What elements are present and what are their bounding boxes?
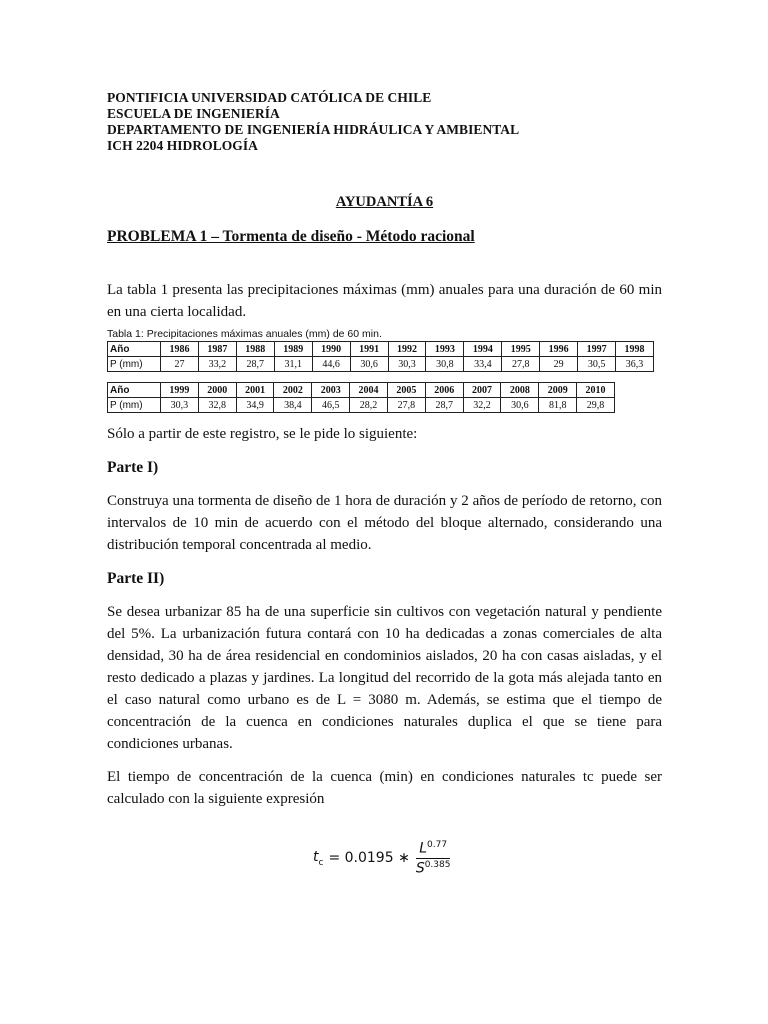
intro-paragraph: La tabla 1 presenta las precipitaciones máximas (mm) anuales para una duración de 60 min en una cierta localidad. bbox=[107, 282, 662, 320]
table-header-cell: P (mm) bbox=[108, 398, 161, 413]
formula-num-exp: 0.77 bbox=[427, 840, 448, 850]
table-cell: 30,8 bbox=[426, 357, 464, 372]
table-cell: 1994 bbox=[464, 342, 502, 357]
table-header-cell: Año bbox=[108, 383, 161, 398]
table-cell: 2003 bbox=[312, 383, 350, 398]
formula-den-exp: 0.385 bbox=[424, 859, 451, 870]
table-cell: 33,2 bbox=[198, 357, 236, 372]
table-cell: 30,6 bbox=[501, 398, 539, 413]
table-cell: 34,9 bbox=[236, 398, 274, 413]
table-cell: 32,8 bbox=[198, 398, 236, 413]
part1-title: Parte I) bbox=[107, 459, 159, 476]
header-school: ESCUELA DE INGENIERÍA bbox=[107, 106, 280, 121]
table-row bbox=[108, 357, 654, 372]
table-cell: 1992 bbox=[388, 342, 426, 357]
document-page bbox=[107, 90, 662, 810]
table-cell: 1986 bbox=[161, 342, 199, 357]
table-cell: 29,8 bbox=[577, 398, 615, 413]
table-caption: Tabla 1: Precipitaciones máximas anuales (mm) de 60 min. bbox=[107, 328, 382, 340]
table-cell: 1999 bbox=[161, 383, 199, 398]
table-cell: 36,3 bbox=[616, 357, 654, 372]
table-row bbox=[108, 398, 615, 413]
table-cell: 2009 bbox=[539, 383, 577, 398]
precipitation-table-2 bbox=[107, 382, 615, 413]
table-cell: 30,3 bbox=[388, 357, 426, 372]
table-cell: 30,3 bbox=[161, 398, 199, 413]
table-cell: 44,6 bbox=[312, 357, 350, 372]
table-cell: 27,8 bbox=[387, 398, 425, 413]
table-cell: 81,8 bbox=[539, 398, 577, 413]
header-department: DEPARTAMENTO DE INGENIERÍA HIDRÁULICA Y AMBIENTAL bbox=[107, 122, 520, 137]
header-university: PONTIFICIA UNIVERSIDAD CATÓLICA DE CHILE bbox=[107, 90, 432, 105]
formula-fraction bbox=[416, 840, 451, 876]
table-cell: 33,4 bbox=[464, 357, 502, 372]
table-cell: 1996 bbox=[540, 342, 578, 357]
problem-title: PROBLEMA 1 – Tormenta de diseño - Método racional bbox=[107, 228, 475, 245]
table-header-cell: Año bbox=[108, 342, 161, 357]
table-cell: 2004 bbox=[350, 383, 388, 398]
table-cell: 28,7 bbox=[236, 357, 274, 372]
part2-body2: El tiempo de concentración de la cuenca (min) en condiciones naturales tc puede ser calculado con la siguiente expresión bbox=[107, 769, 662, 807]
table-cell: 30,5 bbox=[578, 357, 616, 372]
table-cell: 2005 bbox=[387, 383, 425, 398]
table-cell: 29 bbox=[540, 357, 578, 372]
formula-num-var: L bbox=[419, 840, 428, 857]
table-cell: 1997 bbox=[578, 342, 616, 357]
precipitation-table-1 bbox=[107, 341, 654, 372]
table-cell: 2002 bbox=[274, 383, 312, 398]
table-row bbox=[108, 342, 654, 357]
table-cell: 1998 bbox=[616, 342, 654, 357]
table-cell: 28,2 bbox=[350, 398, 388, 413]
table-cell: 1988 bbox=[236, 342, 274, 357]
instructions-paragraph: Sólo a partir de este registro, se le pide lo siguiente: bbox=[107, 426, 418, 442]
formula-den-var: S bbox=[415, 860, 425, 877]
table-cell: 46,5 bbox=[312, 398, 350, 413]
table-cell: 30,6 bbox=[350, 357, 388, 372]
part1-body: Construya una tormenta de diseño de 1 hora de duración y 2 años de período de retorno, con intervalos de 10 min de acuerdo con el método del bloque alternado, considerando una distribución temporal concentrada al medio. bbox=[107, 493, 662, 553]
concentration-time-formula bbox=[313, 840, 450, 876]
table-cell: 1987 bbox=[198, 342, 236, 357]
table-cell: 2010 bbox=[577, 383, 615, 398]
table-row bbox=[108, 383, 615, 398]
table-cell: 1989 bbox=[274, 342, 312, 357]
table-cell: 1993 bbox=[426, 342, 464, 357]
table-cell: 27 bbox=[161, 357, 199, 372]
table-cell: 2006 bbox=[425, 383, 463, 398]
table-cell: 2001 bbox=[236, 383, 274, 398]
table-cell: 2000 bbox=[198, 383, 236, 398]
part2-title: Parte II) bbox=[107, 570, 165, 587]
table-cell: 1995 bbox=[502, 342, 540, 357]
table-cell: 1990 bbox=[312, 342, 350, 357]
formula-lhs-var: t bbox=[313, 848, 319, 865]
formula-lhs-sub: c bbox=[318, 857, 324, 868]
part2-body: Se desea urbanizar 85 ha de una superficie sin cultivos con vegetación natural y pendiente del 5%. La urbanización futura contará con 10 ha dedicadas a zonas comerciales de alta densidad, 30 ha de área residencial en condominios aislados, 20 ha con casas aisladas, y el resto dedicado a plazas y jardines. La longitud del recorrido de la gota más alejada tanto en el caso natural como urbano es de L = 3080 m. Además, se estima que el tiempo de concentración de la cuenca en condiciones naturales duplica el que se tiene para condiciones urbanas. bbox=[107, 604, 662, 752]
table-cell: 2008 bbox=[501, 383, 539, 398]
table-header-cell: P (mm) bbox=[108, 357, 161, 372]
table-cell: 1991 bbox=[350, 342, 388, 357]
header-course: ICH 2204 HIDROLOGÍA bbox=[107, 138, 258, 153]
formula-denominator bbox=[416, 859, 451, 877]
table-cell: 28,7 bbox=[425, 398, 463, 413]
table-cell: 2007 bbox=[463, 383, 501, 398]
table-cell: 31,1 bbox=[274, 357, 312, 372]
table-cell: 27,8 bbox=[502, 357, 540, 372]
document-title: AYUDANTÍA 6 bbox=[335, 194, 434, 210]
table-cell: 32,2 bbox=[463, 398, 501, 413]
table-cell: 38,4 bbox=[274, 398, 312, 413]
formula-numerator bbox=[416, 840, 450, 859]
institution-header bbox=[107, 90, 662, 154]
formula-lhs bbox=[313, 849, 323, 868]
formula-rhs: = 0.0195 ∗ bbox=[328, 850, 410, 867]
